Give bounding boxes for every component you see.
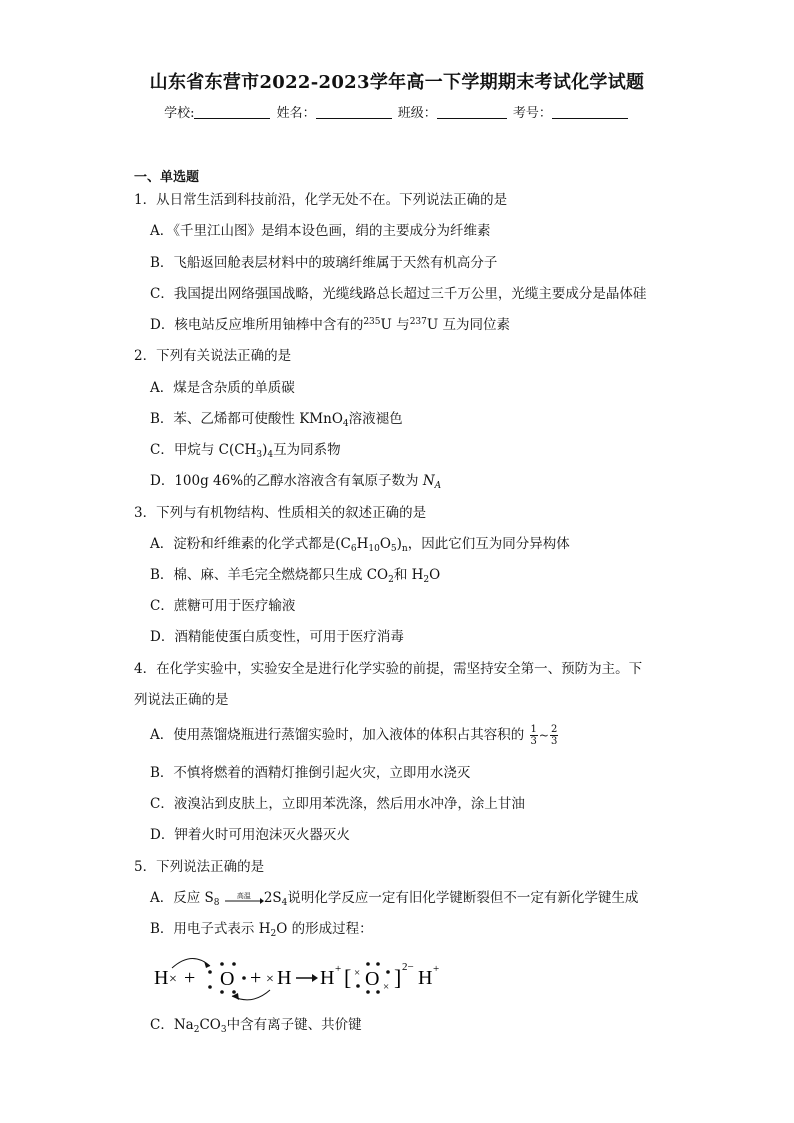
question-2-option-d[interactable]	[150, 471, 441, 491]
diagram-cross-2: ×	[266, 972, 274, 987]
q5a-sub-1: 8	[213, 898, 220, 908]
q2c-text-mid: )	[262, 442, 268, 458]
arrow-icon	[224, 894, 264, 908]
q5a-text-mid: 2S	[263, 890, 282, 906]
question-4-option-b[interactable]: B．不慎将燃着的酒精灯推倒引起火灾，立即用水浇灭	[150, 765, 471, 781]
question-1-option-c[interactable]: C．我国提出网络强国战略，光缆线路总长超过三千万公里，光缆主要成分是晶体硅	[150, 286, 647, 302]
class-label: 班级：	[397, 106, 437, 121]
q3b-text-pre: B．棉、麻、羊毛完全燃烧都只生成 CO	[150, 567, 389, 583]
diagram-cross-1: ×	[169, 972, 177, 987]
question-4-stem-line-1: 4．在化学实验中，实验安全是进行化学实验的前提，需坚持安全第一、预防为主。下	[134, 661, 643, 677]
product-plus-charge-1: +	[335, 963, 342, 975]
question-2-stem: 2．下列有关说法正确的是	[134, 348, 292, 364]
question-5-option-a[interactable]	[150, 888, 638, 908]
product-bracket-left: [	[344, 965, 352, 990]
q2c-text-pre: C．甲烷与 C(CH	[150, 442, 257, 458]
question-1-stem: 1．从日常生活到科技前沿，化学无处不在。下列说法正确的是	[134, 192, 508, 208]
diagram-h-right: H	[277, 967, 292, 989]
q2b-subscript: 4	[342, 419, 349, 429]
diagram-h-left: H	[154, 967, 169, 989]
fraction-two-thirds: $\frac{2}{3}$	[550, 724, 558, 747]
electron-dot-diagram	[152, 948, 472, 1004]
q5c-sub-2: 3	[220, 1025, 227, 1035]
question-5-option-c[interactable]	[150, 1015, 362, 1035]
q3a-sub-o: 5	[390, 544, 397, 554]
diagram-plus-1: +	[184, 967, 196, 989]
question-4-option-d[interactable]: D．钾着火时可用泡沫灭火器灭火	[150, 827, 350, 843]
question-4-stem-line-2: 列说法正确的是	[134, 692, 229, 708]
school-label: 学校:	[164, 106, 195, 121]
q3a-paren: )	[396, 536, 402, 552]
product-cross-2: ×	[383, 981, 390, 993]
q3b-text-mid: 和 H	[393, 567, 424, 583]
q3a-o: O	[379, 536, 391, 552]
q3a-sub-n: n	[401, 544, 408, 554]
product-h-left: H	[320, 967, 335, 989]
product-bracket-right: ]	[394, 965, 402, 990]
q3a-sub-c: 6	[350, 544, 357, 554]
q3b-text-post: O	[429, 567, 441, 583]
range-tilde: ~	[538, 728, 549, 743]
q3a-h: H	[356, 536, 369, 552]
question-3-option-c[interactable]: C．蔗糖可用于医疗输液	[150, 598, 296, 614]
q5b-text-pre: B．用电子式表示 H	[150, 921, 271, 937]
avogadro-symbol: N	[422, 473, 435, 489]
q2c-text-post: 互为同系物	[273, 442, 341, 458]
exam-title: 山东省东营市2022-2023学年高一下学期期末考试化学试题	[149, 72, 645, 93]
q2d-text-pre: D．100g 46%的乙醇水溶液含有氧原子数为	[150, 473, 419, 489]
q1d-text-mid: U 与	[380, 317, 410, 333]
product-charge: 2−	[402, 961, 414, 973]
question-2-option-a[interactable]: A．煤是含杂质的单质碳	[150, 380, 295, 396]
product-h-right: H	[418, 967, 433, 989]
q2c-subscript-2: 4	[267, 450, 274, 460]
q3b-sub-1: 2	[388, 575, 394, 585]
diagram-oxygen: O	[220, 968, 235, 990]
name-blank[interactable]	[316, 104, 392, 119]
q5c-text-post: 中含有离子键、共价键	[226, 1017, 362, 1033]
q5b-sub: 2	[270, 929, 277, 939]
name-label: 姓名：	[276, 106, 316, 121]
q2c-subscript-1: 3	[256, 450, 263, 460]
avogadro-subscript: A	[434, 481, 442, 491]
question-2-option-c[interactable]	[150, 440, 341, 460]
q5c-text-pre: C．Na	[150, 1017, 194, 1033]
product-plus-charge-2: +	[433, 963, 440, 975]
q5b-text-post: O 的形成过程：	[276, 921, 373, 937]
question-5-stem: 5．下列说法正确的是	[134, 859, 265, 875]
q5a-text-pre: A．反应 S	[150, 890, 214, 906]
q1d-text-pre: D．核电站反应堆所用铀棒中含有的	[150, 317, 364, 333]
q1d-text-post: U 互为同位素	[426, 317, 511, 333]
question-4-option-c[interactable]: C．液溴沾到皮肤上，立即用苯洗涤，然后用水冲净，涂上甘油	[150, 796, 525, 812]
question-4-option-a[interactable]	[150, 724, 559, 747]
class-blank[interactable]	[437, 104, 507, 119]
section-heading: 一、单选题	[134, 170, 200, 185]
question-1-option-d[interactable]	[150, 315, 510, 335]
q2b-text-pre: B．苯、乙烯都可使酸性 KMnO	[150, 411, 343, 427]
product-oxygen: O	[365, 968, 380, 990]
question-1-option-b[interactable]: B．飞船返回舱表层材料中的玻璃纤维属于天然有机高分子	[150, 255, 498, 271]
question-5-option-b[interactable]	[150, 919, 373, 939]
product-cross-1: ×	[354, 967, 361, 979]
q3a-text-pre: A．淀粉和纤维素的化学式都是(C	[150, 536, 351, 552]
q2b-text-post: 溶液褪色	[348, 411, 403, 427]
question-1-option-a[interactable]: A．《千里江山图》是绢本设色画，绢的主要成分为纤维素	[150, 223, 491, 239]
question-3-stem: 3．下列与有机物结构、性质相关的叙述正确的是	[134, 505, 427, 521]
q1d-mass-number-1: 235	[363, 317, 381, 327]
question-3-option-b[interactable]	[150, 565, 440, 585]
q5c-text-mid: CO	[199, 1017, 221, 1033]
exam-number-blank[interactable]	[552, 104, 628, 119]
reaction-condition: 高温	[236, 891, 251, 900]
student-info-line	[0, 102, 794, 121]
q5a-text-post: 说明化学反应一定有旧化学键断裂但不一定有新化学键生成	[287, 890, 639, 906]
q5a-sub-2: 4	[281, 898, 288, 908]
exam-number-label: 考号：	[512, 106, 552, 121]
q1d-mass-number-2: 237	[409, 317, 427, 327]
question-3-option-d[interactable]: D．酒精能使蛋白质变性，可用于医疗消毒	[150, 629, 404, 645]
reaction-arrow	[224, 892, 264, 906]
q3b-sub-2: 2	[423, 575, 430, 585]
question-2-option-b[interactable]	[150, 409, 403, 429]
q3a-sub-h: 10	[368, 544, 380, 554]
q3a-text-post: ，因此它们互为同分异构体	[407, 536, 570, 552]
school-blank[interactable]	[194, 104, 270, 119]
diagram-plus-2: +	[250, 967, 262, 989]
q5c-sub-1: 2	[193, 1025, 200, 1035]
q4a-text: A．使用蒸馏烧瓶进行蒸馏实验时，加入液体的体积占其容积的	[150, 727, 525, 743]
question-3-option-a[interactable]	[150, 534, 570, 554]
fraction-one-third: $\frac{1}{3}$	[530, 724, 537, 747]
